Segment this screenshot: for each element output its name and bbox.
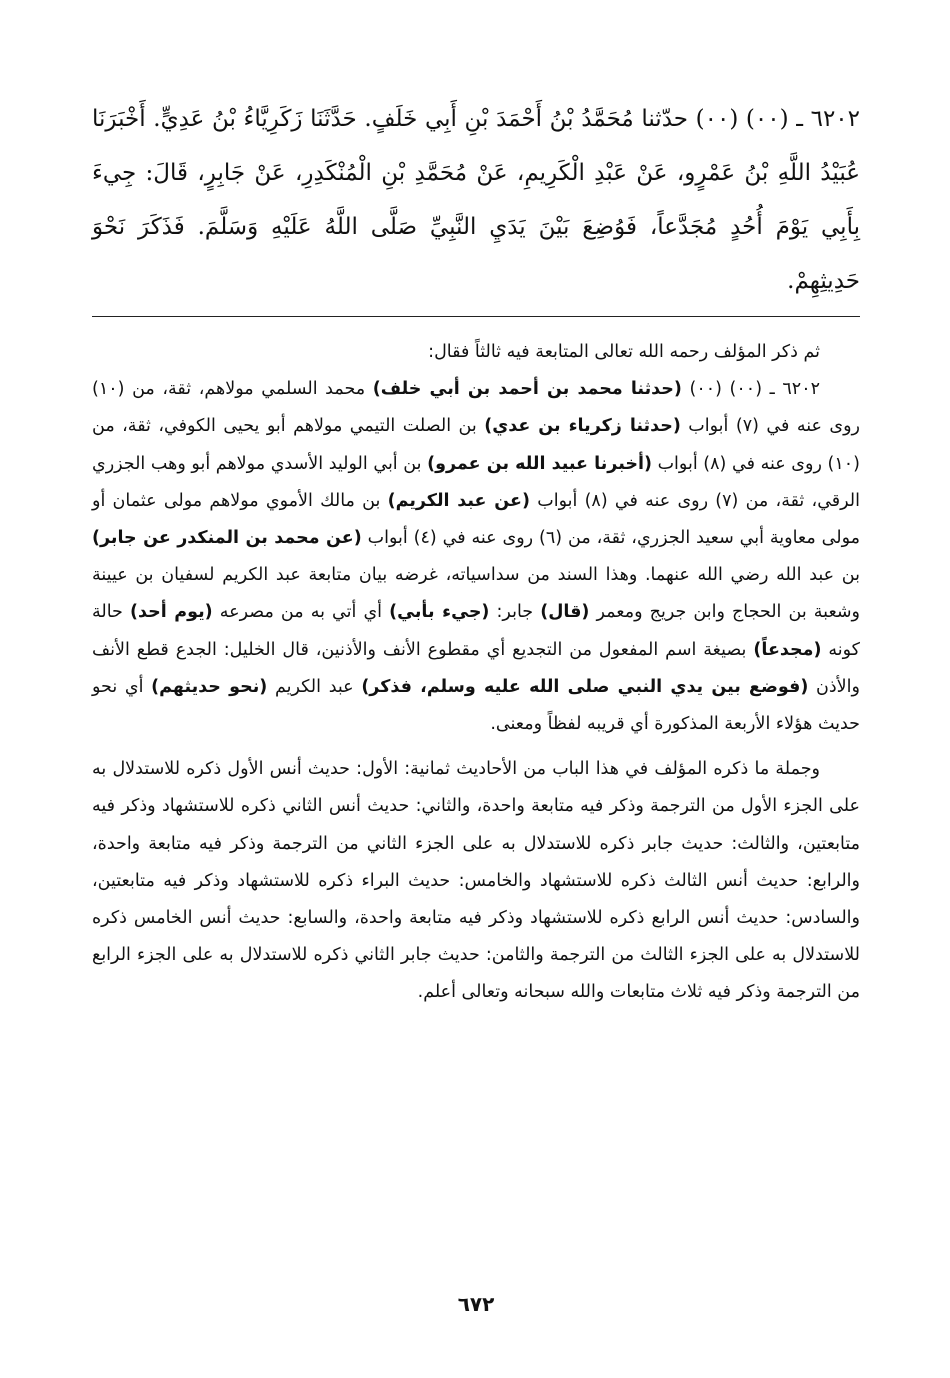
commentary-text: بن مالك الأموي مولاهم مولى عثمان أو مولى معاوية أبي سعيد الجزري، ثقة، من (٦) روى عنه في (٤) أبواب — [92, 490, 861, 549]
bold-quote: (حدثنا زكرياء بن عدي) — [484, 416, 681, 437]
bold-quote: (فوضع بين يدي النبي صلى الله عليه وسلم، فذكر) — [361, 676, 809, 697]
commentary-text: جابر: — [489, 602, 541, 623]
bold-quote: (حدثنا محمد بن أحمد بن أبي خلف) — [372, 379, 682, 400]
commentary-text: أي نحو حديث هؤلاء الأربعة المذكورة أي قريبه لفظاً ومعنى. — [92, 676, 860, 735]
commentary-paragraph-2: وجملة ما ذكره المؤلف في هذا الباب من الأحاديث ثمانية: الأول: حديث أنس الأول ذكره للاستدلال به على الجزء الأول من الترجمة وذكر فيه متابعة واحدة، والثاني: حديث أنس الثاني ذكره للاستشهاد وذكر فيه متابعتين، والثالث: حديث جابر ذكره للاستدلال به على الجزء الثاني من الترجمة وذكر فيه متابعة واحدة، والرابع: حديث أنس الثالث ذكره للاستشهاد والخامس: حديث البراء ذكره للاستشهاد وذكر فيه متابعتين، والسادس: حديث أنس الرابع ذكره للاستشهاد وذكر فيه متابعة واحدة، والسابع: حديث أنس الخامس ذكره للاستدلال به على الجزء الثالث من الترجمة والثامن: حديث جابر الثاني ذكره للاستدلال به على الجزء الرابع من الترجمة وذكر فيه ثلاث متابعات والله سبحانه وتعالى أعلم. — [92, 759, 860, 1003]
commentary-text: بن الصلت التيمي مولاهم أبو يحيى الكوفي، ثقة، من (١٠) روى عنه في (٨) أبواب — [92, 416, 860, 474]
commentary-text: حالة كونه — [92, 602, 861, 660]
bold-quote: (مجدعاً) — [753, 639, 822, 660]
bold-quote: (جيء بأبي) — [389, 602, 490, 623]
commentary-text: محمد السلمي مولاهم، ثقة، من (١٠) روى عنه في (٧) أبواب — [92, 379, 860, 437]
hadith-text: ٦٢٠٢ ـ (٠٠) (٠٠) حدّثنا مُحَمَّدُ بْنُ أَحْمَدَ بْنِ أَبِي خَلَفٍ. حَدَّثَنَا زَكَرِيَّاءُ بْنُ عَدِيٍّ. أَخْبَرَنَا عُبَيْدُ اللَّهِ بْنُ عَمْرٍو، عَنْ عَبْدِ الْكَرِيمِ، عَنْ مُحَمَّدِ بْنِ الْمُنْكَدِرِ، عَنْ جَابِرٍ، قَالَ: جِيءَ بِأَبِي يَوْمَ أُحُدٍ مُجَدَّعاً، فَوُضِعَ بَيْنَ يَدَيِ النَّبِيِّ صَلَّى اللَّهُ عَلَيْهِ وَسَلَّمَ. فَذَكَرَ نَحْوَ حَدِيثِهِمْ. — [92, 106, 861, 294]
page-number: ٦٧٢ — [457, 1292, 495, 1316]
commentary — [92, 334, 860, 1012]
bold-quote: (عن محمد بن المنكدر عن جابر) — [92, 528, 362, 549]
bold-quote: (نحو حديثهم) — [151, 676, 268, 697]
commentary-text: ٦٢٠٢ ـ (٠٠) (٠٠) — [681, 379, 820, 400]
bold-quote: (أخبرنا عبيد الله بن عمرو) — [427, 453, 652, 474]
commentary-text: بن أبي الوليد الأسدي مولاهم أبو وهب الجزري الرقي، ثقة، من (٧) روى عنه في (٨) أبواب — [92, 453, 860, 511]
commentary-text: أي أتي به من مصرعه — [212, 602, 390, 623]
commentary-intro: ثم ذكر المؤلف رحمه الله تعالى المتابعة فيه ثالثاً فقال: — [428, 342, 820, 362]
commentary-text: بصيغة اسم المفعول من التجديع أي مقطوع الأنف والأذنين، قال الخليل: الجدع قطع الأنف والأذن — [92, 639, 860, 697]
bold-quote: (قال) — [540, 602, 590, 623]
footnote-divider — [92, 316, 860, 317]
bold-quote: (يوم أحد) — [129, 602, 213, 623]
commentary-text: بن عبد الله رضي الله عنهما. وهذا السند من سداسياته، غرضه بيان متابعة عبد الكريم لسفيان بن عيينة وشعبة بن الحجاج وابن جريج ومعمر — [92, 565, 861, 623]
bold-quote: (عن عبد الكريم) — [387, 490, 530, 511]
page — [92, 0, 860, 1378]
commentary-text: عبد الكريم — [267, 676, 362, 697]
commentary-paragraph-1 — [92, 371, 860, 743]
